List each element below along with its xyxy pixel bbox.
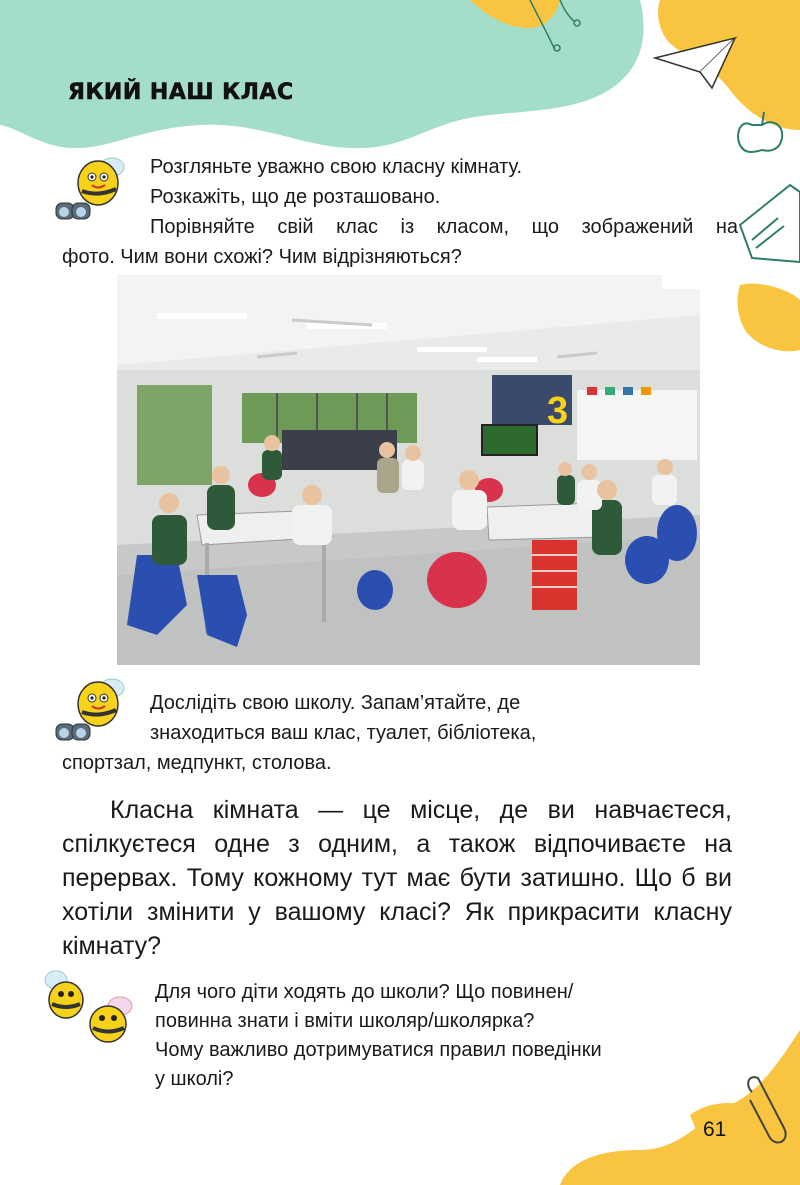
classroom-photo (117, 275, 700, 665)
task3-text (155, 978, 745, 1094)
task3-line3: Чому важливо дотримуватися правил поведінки (155, 1039, 602, 1061)
task2-line3: спортзал, медпункт, столова. (62, 752, 332, 774)
task3-line2: повинна знати і вміти школяр/школярка? (155, 1010, 535, 1032)
task1-line1: Розгляньте уважно свою класну кімнату. (150, 156, 523, 178)
task1-line4: фото. Чим вони схожі? Чим відрізняються? (62, 246, 462, 268)
task2-line1: Дослідіть свою школу. Запам’ятайте, де (150, 692, 521, 714)
task1-line3: Порівняйте свій клас із класом, що зображений на (150, 216, 738, 238)
two-bees-icon (38, 968, 138, 1048)
mint-blob (0, 0, 644, 148)
book-icon (740, 185, 800, 262)
yellow-leaf-right (738, 284, 800, 352)
task3-line4: у школі? (155, 1068, 234, 1090)
task3-line1: Для чого діти ходять до школи? Що повинен/ (155, 981, 574, 1003)
task2-text (62, 688, 682, 778)
section-heading: ЯКИЙ НАШ КЛАС (68, 80, 294, 105)
main-paragraph: Класна кімната — це місце, де ви навчаєтеся, спілкуєтеся одне з одним, а також відпочиваєте на перервах. Тому кожному тут має бути затишно. Що б ви хотіли змінити у вашому класі? Як прикрасити класну кімнату? (62, 796, 732, 960)
page-number: 61 (703, 1118, 727, 1141)
task1-line2: Розкажіть, що де розташовано. (150, 186, 441, 208)
task1-text (62, 152, 738, 272)
board-number: 3 (547, 390, 569, 432)
task2-line2: знаходиться ваш клас, туалет, бібліотека, (150, 722, 537, 744)
